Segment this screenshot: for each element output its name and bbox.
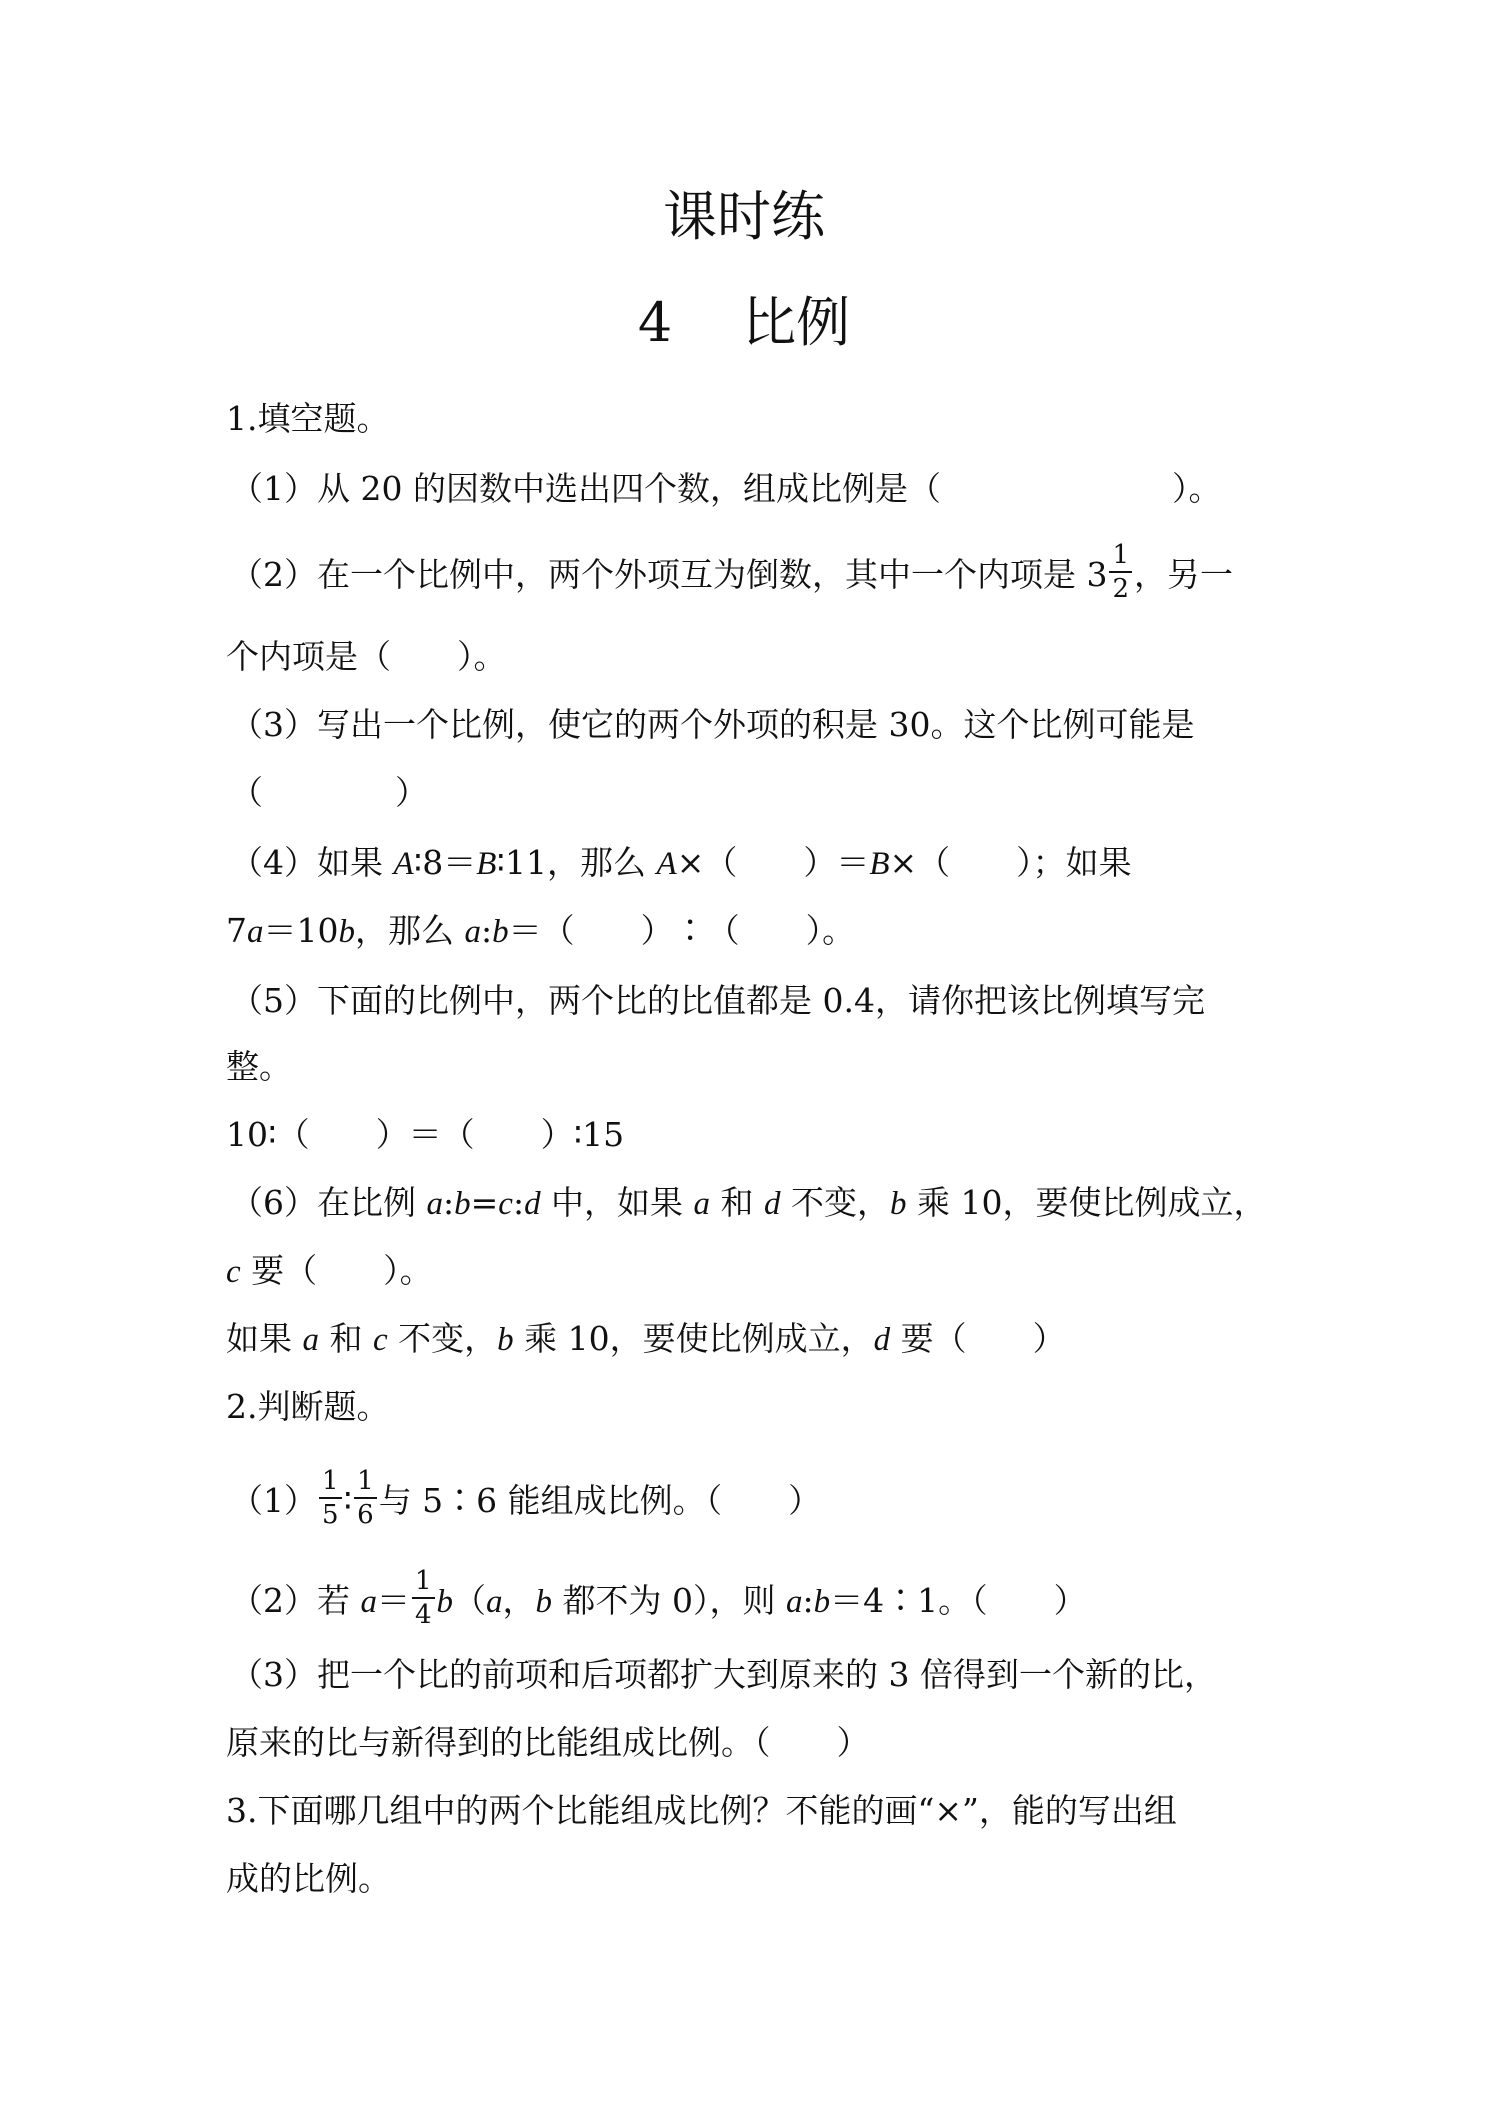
s1-q5-line3: 10∶（ ）＝（ ）∶15	[226, 1115, 625, 1154]
fraction-one-half: $\frac{1}{2}$	[1109, 542, 1132, 604]
fraction-one-fourth: $\frac{1}{4}$	[412, 1568, 435, 1630]
s1-q2-line2: 个内项是（ ）。	[226, 637, 507, 676]
section3-line1: 3.下面哪几组中的两个比能组成比例？不能的画“×”，能的写出组	[226, 1791, 1177, 1830]
s2-q1: （1） $\frac{1}{5}$ ∶ $\frac{1}{6}$ 与 5∶6 能组成比例。（ ）	[230, 1466, 822, 1531]
s1-q6-line2: c 要（ ）。	[226, 1251, 433, 1290]
s1-q6-line3: 如果 a 和 c 不变，b 乘 10，要使比例成立，d 要（ ）	[226, 1319, 1066, 1358]
lesson-title	[0, 291, 1488, 354]
s1-q5-line1: （5）下面的比例中，两个比的比值都是 0.4，请你把该比例填写完	[230, 981, 1205, 1020]
s1-q2-line1: （2）在一个比例中，两个外项互为倒数，其中一个内项是 3 $\frac{1}{2}$ ，另一	[230, 540, 1234, 605]
fraction-one-sixth: $\frac{1}{6}$	[354, 1468, 377, 1530]
lesson-name: 比例	[742, 291, 851, 354]
s1-q4-line1: （4）如果 A∶8＝B∶11，那么 A×（ ）＝B×（ ）；如果	[230, 843, 1132, 882]
s1-q5-line2: 整。	[226, 1047, 292, 1086]
fraction-one-fifth: $\frac{1}{5}$	[319, 1468, 342, 1530]
s1-q4-line2: 7a＝10b，那么 a:b＝（ ）∶（ ）。	[226, 911, 856, 950]
s1-q6-line1: （6）在比例 a:b=c:d 中，如果 a 和 d 不变，b 乘 10，要使比例成立，	[230, 1183, 1267, 1222]
s1-q3-line1: （3）写出一个比例，使它的两个外项的积是 30。这个比例可能是	[230, 705, 1195, 744]
page-title: 课时练	[663, 185, 825, 248]
section2-heading: 2.判断题。	[226, 1387, 390, 1426]
s1-q3-line2: （ ）	[230, 773, 428, 812]
lesson-number: 4	[637, 291, 673, 354]
section1-heading: 1.填空题。	[226, 399, 390, 438]
s2-q2: （2）若 a＝ $\frac{1}{4}$ b（a，b 都不为 0），则 a:b＝4∶1。（ ）	[230, 1566, 1087, 1631]
s2-q3-line2: 原来的比与新得到的比能组成比例。（ ）	[226, 1723, 870, 1762]
s2-q3-line1: （3）把一个比的前项和后项都扩大到原来的 3 倍得到一个新的比，	[230, 1655, 1217, 1694]
section3-line2: 成的比例。	[226, 1859, 391, 1898]
s1-q1: （1）从 20 的因数中选出四个数，组成比例是（ ）。	[230, 469, 1222, 508]
